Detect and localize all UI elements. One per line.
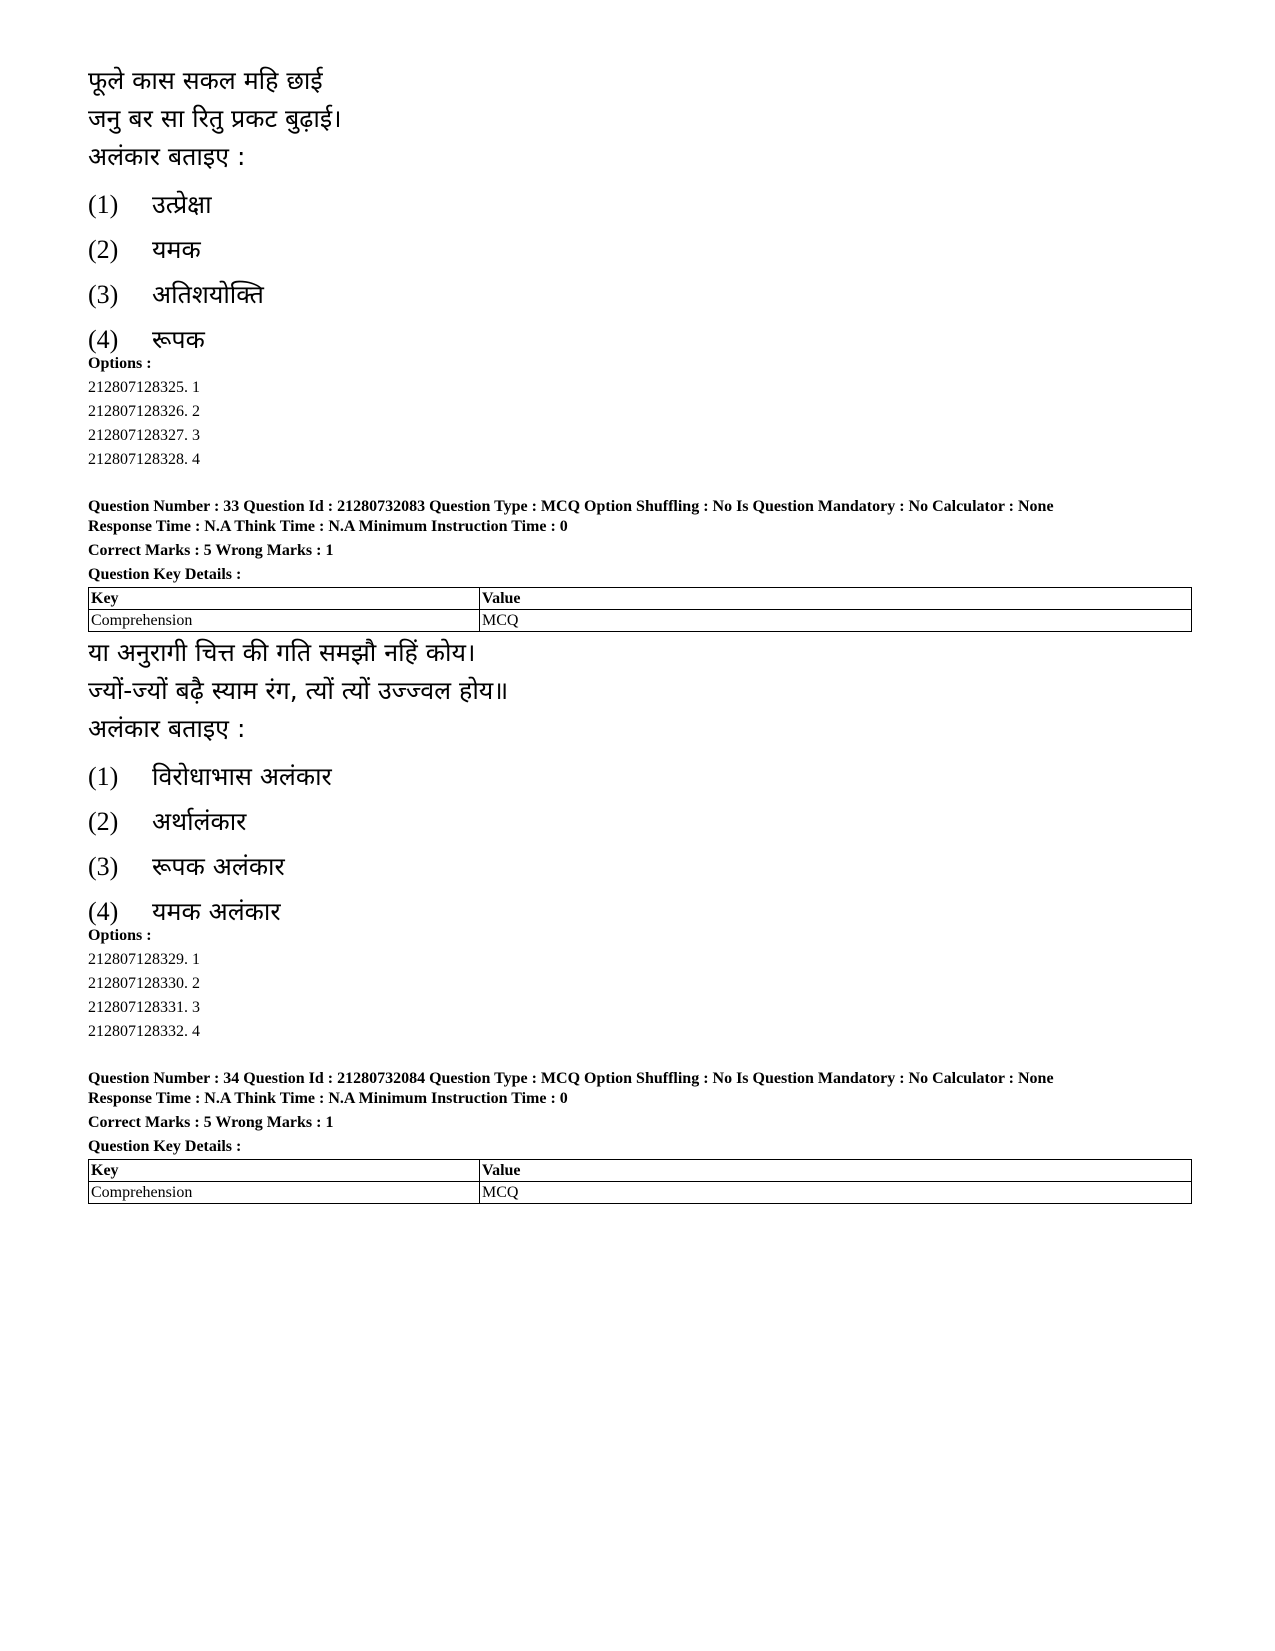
option-id: 212807128329. 1 <box>88 951 200 968</box>
choice-text: रूपक <box>152 325 205 354</box>
key-details-label: Question Key Details : <box>88 1138 242 1155</box>
option-id: 212807128331. 3 <box>88 999 200 1016</box>
choice-item <box>88 182 1188 227</box>
passage-line: जनु बर सा रितु प्रकट बुढ़ाई। <box>88 104 342 133</box>
question-marks: Correct Marks : 5 Wrong Marks : 1 <box>88 1114 334 1131</box>
choice-item <box>88 754 1188 799</box>
table-header-value: Value <box>480 1160 1192 1182</box>
question-marks: Correct Marks : 5 Wrong Marks : 1 <box>88 542 334 559</box>
option-id: 212807128326. 2 <box>88 403 200 420</box>
question-timing: Response Time : N.A Think Time : N.A Minimum Instruction Time : 0 <box>88 1090 568 1107</box>
choice-number: (2) <box>88 807 119 836</box>
choice-text: यमक <box>152 235 201 264</box>
table-row <box>89 610 1192 632</box>
q34-header <box>88 1069 1188 1204</box>
passage-line: अलंकार बताइए : <box>88 714 246 743</box>
choice-number: (4) <box>88 325 119 354</box>
q33-options <box>88 924 1188 1044</box>
choice-text: यमक अलंकार <box>152 897 281 926</box>
question-timing: Response Time : N.A Think Time : N.A Minimum Instruction Time : 0 <box>88 518 568 535</box>
table-header-value: Value <box>480 588 1192 610</box>
option-id: 212807128330. 2 <box>88 975 200 992</box>
option-id: 212807128332. 4 <box>88 1023 200 1040</box>
passage-line: या अनुरागी चित्त की गति समझौ नहिं कोय। <box>88 638 476 667</box>
choice-text: विरोधाभास अलंकार <box>152 762 332 791</box>
table-cell-value: MCQ <box>480 610 1192 632</box>
q33-header <box>88 497 1188 632</box>
choice-number: (3) <box>88 852 119 881</box>
q32-passage <box>88 62 1188 362</box>
key-details-table <box>88 587 1192 632</box>
question-meta: Question Number : 34 Question Id : 21280732084 Question Type : MCQ Option Shuffling : No Is Question Mandatory : No Calculator : None <box>88 1070 1054 1087</box>
choice-number: (1) <box>88 190 119 219</box>
choice-item <box>88 844 1188 889</box>
key-details-label: Question Key Details : <box>88 566 242 583</box>
passage-line: अलंकार बताइए : <box>88 142 246 171</box>
choice-text: उत्प्रेक्षा <box>152 190 212 219</box>
key-details-table <box>88 1159 1192 1204</box>
table-header-key: Key <box>89 1160 480 1182</box>
q33-passage <box>88 634 1188 934</box>
choice-item <box>88 799 1188 844</box>
choice-number: (2) <box>88 235 119 264</box>
choice-item <box>88 272 1188 317</box>
option-id: 212807128325. 1 <box>88 379 200 396</box>
table-header-row <box>89 1160 1192 1182</box>
passage-line: फूले कास सकल महि छाई <box>88 66 323 95</box>
question-meta: Question Number : 33 Question Id : 21280732083 Question Type : MCQ Option Shuffling : No Is Question Mandatory : No Calculator : None <box>88 498 1054 515</box>
passage-line: ज्यों-ज्यों बढ़ै स्याम रंग, त्यों त्यों उज्ज्वल होय॥ <box>88 676 509 705</box>
table-row <box>89 1182 1192 1204</box>
table-header-row <box>89 588 1192 610</box>
choice-item <box>88 227 1188 272</box>
option-id: 212807128328. 4 <box>88 451 200 468</box>
options-label: Options : <box>88 927 152 944</box>
table-cell-key: Comprehension <box>89 610 480 632</box>
table-cell-key: Comprehension <box>89 1182 480 1204</box>
choice-number: (1) <box>88 762 119 791</box>
choice-text: अर्थालंकार <box>152 807 247 836</box>
choice-number: (3) <box>88 280 119 309</box>
choice-text: अतिशयोक्ति <box>152 280 264 309</box>
option-id: 212807128327. 3 <box>88 427 200 444</box>
options-label: Options : <box>88 355 152 372</box>
table-cell-value: MCQ <box>480 1182 1192 1204</box>
q32-options <box>88 352 1188 472</box>
table-header-key: Key <box>89 588 480 610</box>
choice-text: रूपक अलंकार <box>152 852 285 881</box>
choice-number: (4) <box>88 897 119 926</box>
